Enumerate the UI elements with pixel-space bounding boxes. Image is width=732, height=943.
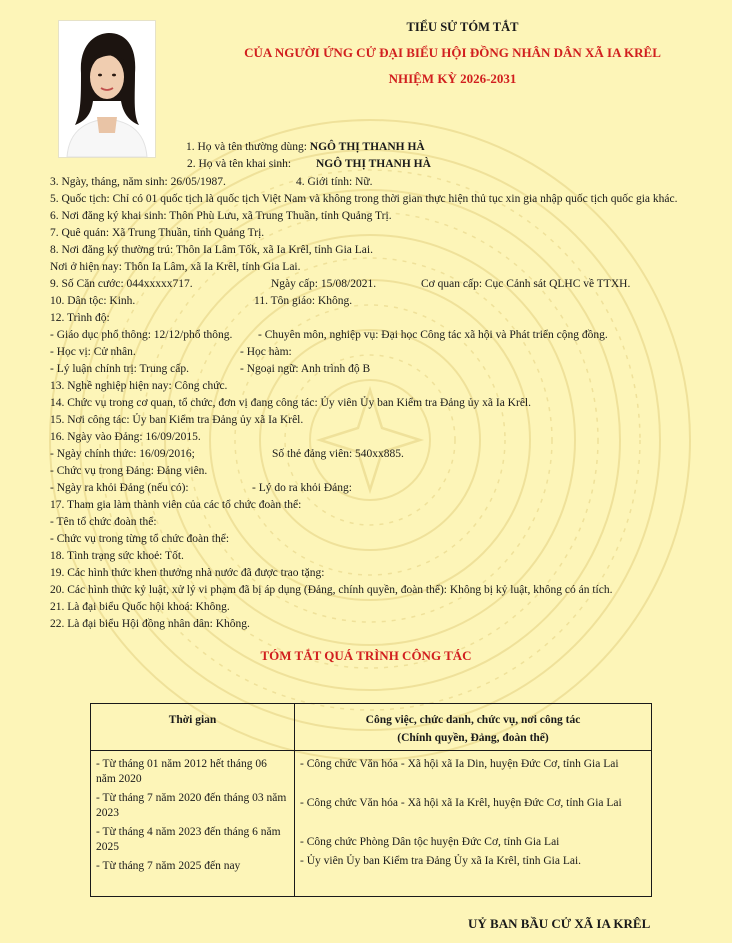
table-header-row — [91, 704, 652, 751]
state-awards: 19. Các hình thức khen thưởng nhà nước đã được trao tặng: — [50, 567, 325, 579]
document-title: TIỂU SỬ TÓM TẮT — [406, 20, 519, 34]
religion: 11. Tôn giáo: Không. — [254, 295, 353, 307]
list-item: - Từ tháng 7 năm 2020 đến tháng 03 năm 2023 — [96, 792, 287, 819]
birth-name-value: NGÔ THỊ THANH HÀ — [316, 158, 431, 170]
ethnicity: 10. Dân tộc: Kinh. — [50, 295, 136, 307]
document-subtitle: CỦA NGƯỜI ỨNG CỬ ĐẠI BIỂU HỘI ĐỒNG NHÂN DÂN XÃ IA KRÊL — [244, 45, 661, 60]
work-history-title: TÓM TẮT QUÁ TRÌNH CÔNG TÁC — [260, 648, 472, 663]
disciplinary-record: 20. Các hình thức kỷ luật, xử lý vi phạm đã bị áp dụng (Đảng, chính quyền, đoàn thể): Không bị kỷ luật, không có án tích. — [50, 584, 613, 596]
workplace: 15. Nơi công tác: Ủy ban Kiểm tra Đảng ủy xã Ia Krêl. — [50, 414, 304, 426]
birth-registration-place: 6. Nơi đăng ký khai sinh: Thôn Phù Lưu, xã Trung Thuần, tỉnh Quảng Trị. — [50, 210, 392, 222]
party-position: - Chức vụ trong Đảng: Đảng viên. — [50, 465, 208, 477]
document-term: NHIỆM KỲ 2026-2031 — [388, 71, 517, 86]
election-committee-signature: UỶ BAN BẦU CỬ XÃ IA KRÊL — [468, 916, 651, 931]
gender: 4. Giới tính: Nữ. — [296, 176, 373, 188]
job-column-label: Công việc, chức danh, chức vụ, nơi công tác — [365, 714, 581, 726]
nationality: 5. Quốc tịch: Chỉ có 01 quốc tịch là quốc tịch Việt Nam và không trong thời gian thực hiện thủ tục xin gia nhập quốc tịch quốc gia khác. — [50, 193, 678, 205]
job-cell — [295, 751, 652, 897]
common-name-line — [186, 141, 425, 153]
hometown: 7. Quê quán: Xã Trung Thuần, tỉnh Quảng Trị. — [50, 227, 265, 239]
party-admission-date: 16. Ngày vào Đảng: 16/09/2015. — [50, 431, 201, 443]
health-status: 18. Tình trạng sức khoẻ: Tốt. — [50, 550, 184, 562]
job-column-sublabel: (Chính quyền, Đảng, đoàn thể) — [397, 732, 549, 744]
political-theory: - Lý luận chính trị: Trung cấp. — [50, 363, 189, 375]
table-row — [91, 751, 652, 897]
birth-name-label: 2. Họ và tên khai sinh: — [187, 158, 292, 170]
peoples-council-delegate: 22. Là đại biểu Hội đồng nhân dân: Không. — [50, 618, 250, 630]
foreign-language: - Ngoại ngữ: Anh trình độ B — [240, 363, 371, 375]
national-assembly-delegate: 21. Là đại biểu Quốc hội khoá: Không. — [50, 601, 230, 613]
id-card-number: 9. Số Căn cước: 044xxxxx717. — [50, 278, 193, 290]
mass-organizations-heading: 17. Tham gia làm thành viên của các tổ chức đoàn thể: — [50, 499, 302, 511]
list-item: - Công chức Văn hóa - Xã hội xã Ia Din, huyện Đức Cơ, tỉnh Gia Lai — [300, 758, 619, 770]
common-name-value: NGÔ THỊ THANH HÀ — [309, 141, 425, 153]
party-leave-reason: - Lý do ra khỏi Đảng: — [252, 482, 352, 494]
party-official-date: - Ngày chính thức: 16/09/2016; — [50, 448, 195, 460]
work-history-table — [90, 703, 652, 897]
list-item: - Ủy viên Ủy ban Kiểm tra Đảng Ủy xã Ia Krêl, tỉnh Gia Lai. — [300, 855, 582, 867]
id-issue-date: Ngày cấp: 15/08/2021. — [271, 278, 377, 290]
education-heading: 12. Trình độ: — [50, 312, 110, 324]
permanent-residence: 8. Nơi đăng ký thường trú: Thôn Ia Lâm Tốk, xã Ia Krêl, tỉnh Gia Lai. — [50, 244, 373, 256]
mass-organization-position: - Chức vụ trong từng tổ chức đoàn thể: — [50, 533, 230, 545]
document-header — [180, 20, 725, 87]
list-item: - Công chức Phòng Dân tộc huyện Đức Cơ, tỉnh Gia Lai — [300, 836, 560, 848]
date-of-birth: 3. Ngày, tháng, năm sinh: 26/05/1987. — [50, 176, 226, 188]
academic-degree: - Học vị: Cử nhân. — [50, 346, 136, 358]
list-item: - Từ tháng 4 năm 2023 đến tháng 6 năm 2025 — [96, 826, 281, 853]
party-card-number: Số thẻ đảng viên: 540xx885. — [272, 448, 404, 460]
common-name-label: 1. Họ và tên thường dùng: — [186, 141, 310, 153]
portrait-photo — [58, 20, 156, 158]
current-occupation: 13. Nghề nghiệp hiện nay: Công chức. — [50, 380, 228, 392]
list-item: - Từ tháng 01 năm 2012 hết tháng 06 năm 2020 — [96, 758, 267, 785]
professional-qualification: - Chuyên môn, nghiệp vụ: Đại học Công tác xã hội và Phát triển cộng đồng. — [258, 329, 608, 341]
job-column-header — [295, 704, 652, 751]
academic-title: - Học hàm: — [240, 346, 292, 358]
current-position: 14. Chức vụ trong cơ quan, tổ chức, đơn vị đang công tác: Ủy viên Ủy ban Kiểm tra Đảng ủy xã Ia Krêl. — [50, 397, 531, 409]
general-education: - Giáo dục phổ thông: 12/12/phổ thông. — [50, 329, 233, 341]
current-residence: Nơi ở hiện nay: Thôn Ia Lâm, xã Ia Krêl, tỉnh Gia Lai. — [50, 261, 301, 273]
time-column-label: Thời gian — [168, 714, 217, 726]
time-cell — [91, 751, 295, 897]
party-leave-date: - Ngày ra khỏi Đảng (nếu có): — [50, 482, 189, 494]
time-column-header — [91, 704, 295, 751]
list-item: - Từ tháng 7 năm 2025 đến nay — [96, 860, 241, 872]
id-issuing-agency: Cơ quan cấp: Cục Cảnh sát QLHC về TTXH. — [421, 278, 631, 290]
mass-organization-name: - Tên tổ chức đoàn thể: — [50, 516, 157, 528]
list-item: - Công chức Văn hóa - Xã hội xã Ia Krêl, huyện Đức Cơ, tỉnh Gia Lai — [300, 797, 622, 809]
